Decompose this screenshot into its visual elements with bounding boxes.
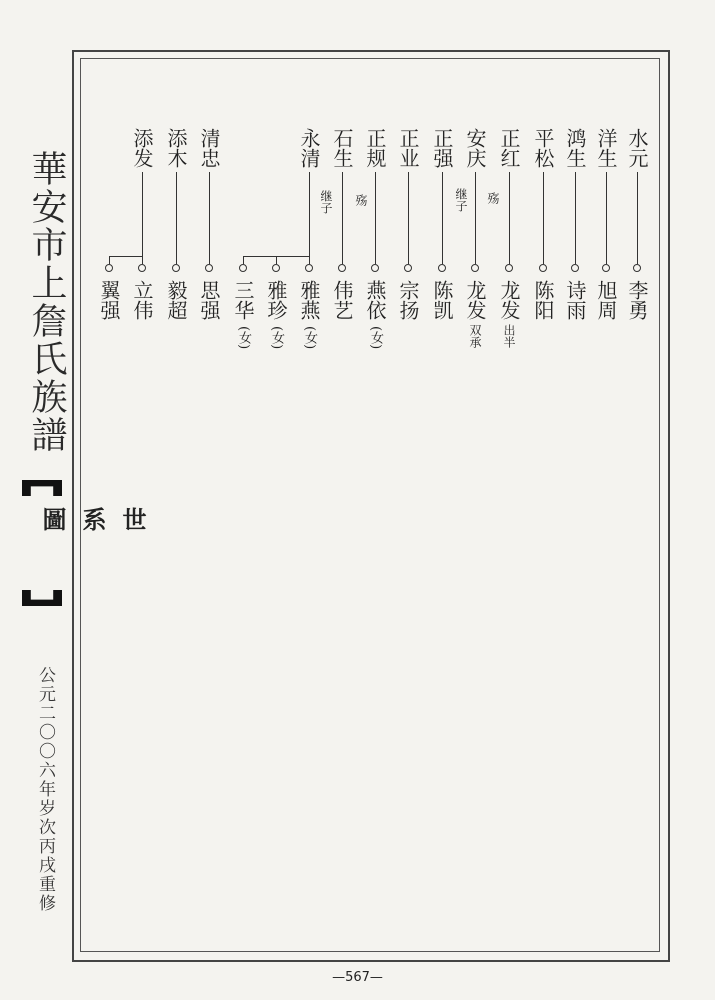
child-name: 翼强 xyxy=(97,280,121,320)
child-name: 燕依 xyxy=(363,280,387,320)
parent-name: 正红 xyxy=(497,128,521,168)
lineage-line xyxy=(509,172,510,264)
child-name: 龙发 xyxy=(497,280,521,320)
child-marker xyxy=(205,264,213,272)
parent-name: 添发 xyxy=(130,128,154,168)
parent-note: 继子 xyxy=(319,190,333,214)
child-name: 诗雨 xyxy=(563,280,587,320)
parent-name: 正规 xyxy=(363,128,387,168)
lineage-line xyxy=(408,172,409,264)
parent-name: 石生 xyxy=(330,128,354,168)
parent-name: 正业 xyxy=(396,128,420,168)
child-marker xyxy=(471,264,479,272)
female-marker: (女) xyxy=(302,326,317,350)
lineage-line xyxy=(176,172,177,264)
lineage-line xyxy=(606,172,607,264)
child-marker xyxy=(239,264,247,272)
lineage-line xyxy=(243,256,244,264)
child-marker xyxy=(338,264,346,272)
child-name: 雅珍 xyxy=(264,280,288,320)
genealogy-title: 華安市上詹氏族譜 xyxy=(26,150,67,454)
parent-note: 殇 xyxy=(354,194,368,206)
parent-name: 永清 xyxy=(297,128,321,168)
parent-name: 安庆 xyxy=(463,128,487,168)
parent-name: 正强 xyxy=(430,128,454,168)
child-note: 出半 xyxy=(502,324,516,348)
child-name: 宗扬 xyxy=(396,280,420,320)
parent-name: 添木 xyxy=(164,128,188,168)
child-name: 毅超 xyxy=(164,280,188,320)
child-name: 陈阳 xyxy=(531,280,555,320)
child-marker xyxy=(105,264,113,272)
lineage-line xyxy=(209,172,210,264)
lineage-line xyxy=(475,172,476,264)
page-number: —567— xyxy=(332,970,383,985)
child-marker xyxy=(633,264,641,272)
lineage-line xyxy=(142,172,143,264)
parent-note: 继子 xyxy=(454,188,468,212)
child-marker xyxy=(505,264,513,272)
child-marker xyxy=(305,264,313,272)
lineage-line xyxy=(543,172,544,264)
parent-name: 清忠 xyxy=(197,128,221,168)
child-marker xyxy=(404,264,412,272)
female-marker: (女) xyxy=(236,326,251,350)
lineage-line xyxy=(109,256,110,264)
lineage-line xyxy=(575,172,576,264)
child-name: 李勇 xyxy=(625,280,649,320)
lineage-line xyxy=(442,172,443,264)
child-marker xyxy=(539,264,547,272)
child-marker xyxy=(602,264,610,272)
parent-note: 殇 xyxy=(486,192,500,204)
parent-name: 平松 xyxy=(531,128,555,168)
parent-name: 洋生 xyxy=(594,128,618,168)
child-name: 立伟 xyxy=(130,280,154,320)
child-note: 双承 xyxy=(468,324,482,348)
lineage-line xyxy=(637,172,638,264)
section-bracket-top xyxy=(22,480,62,496)
child-name: 旭周 xyxy=(594,280,618,320)
child-marker xyxy=(571,264,579,272)
lineage-line xyxy=(342,172,343,264)
child-name: 思强 xyxy=(197,280,221,320)
child-name: 龙发 xyxy=(463,280,487,320)
child-marker xyxy=(371,264,379,272)
child-name: 三华 xyxy=(231,280,255,320)
section-bracket-bottom xyxy=(22,590,62,606)
child-marker xyxy=(272,264,280,272)
branch-line xyxy=(109,256,142,257)
child-name: 雅燕 xyxy=(297,280,321,320)
parent-name: 鸿生 xyxy=(563,128,587,168)
child-marker xyxy=(138,264,146,272)
page-border-inner xyxy=(80,58,660,952)
lineage-line xyxy=(276,256,277,264)
female-marker: (女) xyxy=(368,326,383,350)
lineage-line xyxy=(375,172,376,264)
child-name: 陈凯 xyxy=(430,280,454,320)
child-marker xyxy=(438,264,446,272)
child-name: 伟艺 xyxy=(330,280,354,320)
child-marker xyxy=(172,264,180,272)
revision-date: 公元二〇〇六年岁次丙戌重修 xyxy=(35,666,55,913)
lineage-line xyxy=(309,172,310,264)
female-marker: (女) xyxy=(269,326,284,350)
parent-name: 水元 xyxy=(625,128,649,168)
